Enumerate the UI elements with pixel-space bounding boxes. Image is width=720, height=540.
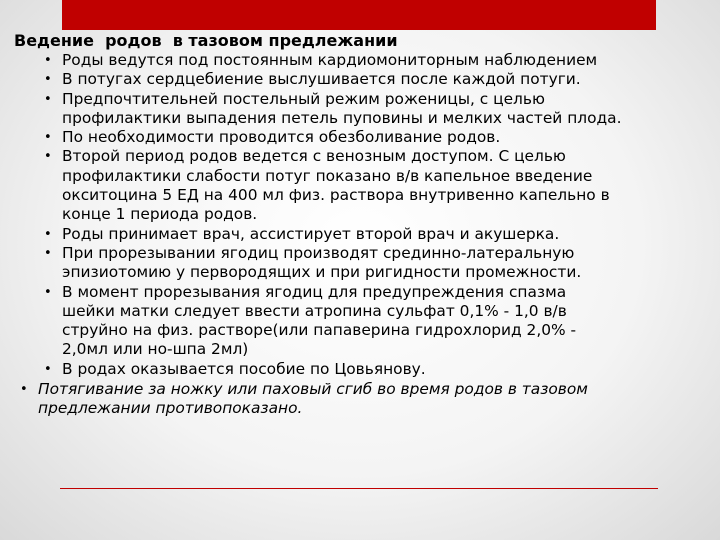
list-item-text: Роды принимает врач, ассистирует второй врач и акушерка. xyxy=(62,224,560,243)
list-item-text: Роды ведутся под постоянным кардиомониторным наблюдением xyxy=(62,51,598,69)
footer-note-text: Потягивание за ножку или паховый сгиб во время родов в тазовом предлежании противопоказано. xyxy=(38,380,588,418)
header-accent-bar xyxy=(62,0,656,30)
slide-content xyxy=(14,31,704,419)
list-item xyxy=(14,225,704,244)
list-item-text: Второй период родов ведется с венозным доступом. С целью профилактики слабости потуг показано в/в капельное введение окситоцина 5 ЕД на 400 мл физ. раствора внутривенно капельно в конце 1 периода родов. xyxy=(62,147,610,224)
list-item-text: По необходимости проводится обезболивание родов. xyxy=(62,128,501,147)
bullet-icon: • xyxy=(44,284,52,300)
footer-note xyxy=(14,380,704,419)
footer-underline xyxy=(60,488,658,489)
list-item xyxy=(14,70,704,89)
list-item xyxy=(14,360,704,379)
list-item xyxy=(14,244,704,283)
list-item-text: Предпочтительней постельный режим роженицы, с целью профилактики выпадения петель пуповины и мелких частей плода. xyxy=(62,89,622,127)
bullet-list xyxy=(14,51,704,379)
list-item-text: В родах оказывается пособие по Цовьянову. xyxy=(62,359,426,378)
bullet-icon: • xyxy=(44,245,52,261)
list-item xyxy=(14,90,704,129)
bullet-icon: • xyxy=(44,226,52,242)
bullet-icon: • xyxy=(44,91,52,107)
list-item-text: В момент прорезывания ягодиц для предупреждения спазма шейки матки следует ввести атропина сульфат 0,1% - 1,0 в/в струйно на физ. растворе(или папаверина гидрохлорид 2,0% - 2,0мл или но-шпа 2мл) xyxy=(62,282,577,359)
bullet-icon: • xyxy=(20,382,28,398)
list-item xyxy=(14,51,704,70)
bullet-icon: • xyxy=(44,53,52,68)
bullet-icon: • xyxy=(44,130,52,146)
slide-title: Ведение родов в тазовом предлежании xyxy=(14,31,398,50)
bullet-icon: • xyxy=(44,361,52,377)
list-item xyxy=(14,128,704,147)
bullet-icon: • xyxy=(44,149,52,165)
list-item-text: В потугах сердцебиение выслушивается после каждой потуги. xyxy=(62,70,581,89)
list-item-text: При прорезывании ягодиц производят срединно-латеральную эпизиотомию у первородящих и при ригидности промежности. xyxy=(62,243,582,282)
list-item xyxy=(14,147,704,224)
bullet-icon: • xyxy=(44,72,52,88)
list-item xyxy=(14,283,704,360)
